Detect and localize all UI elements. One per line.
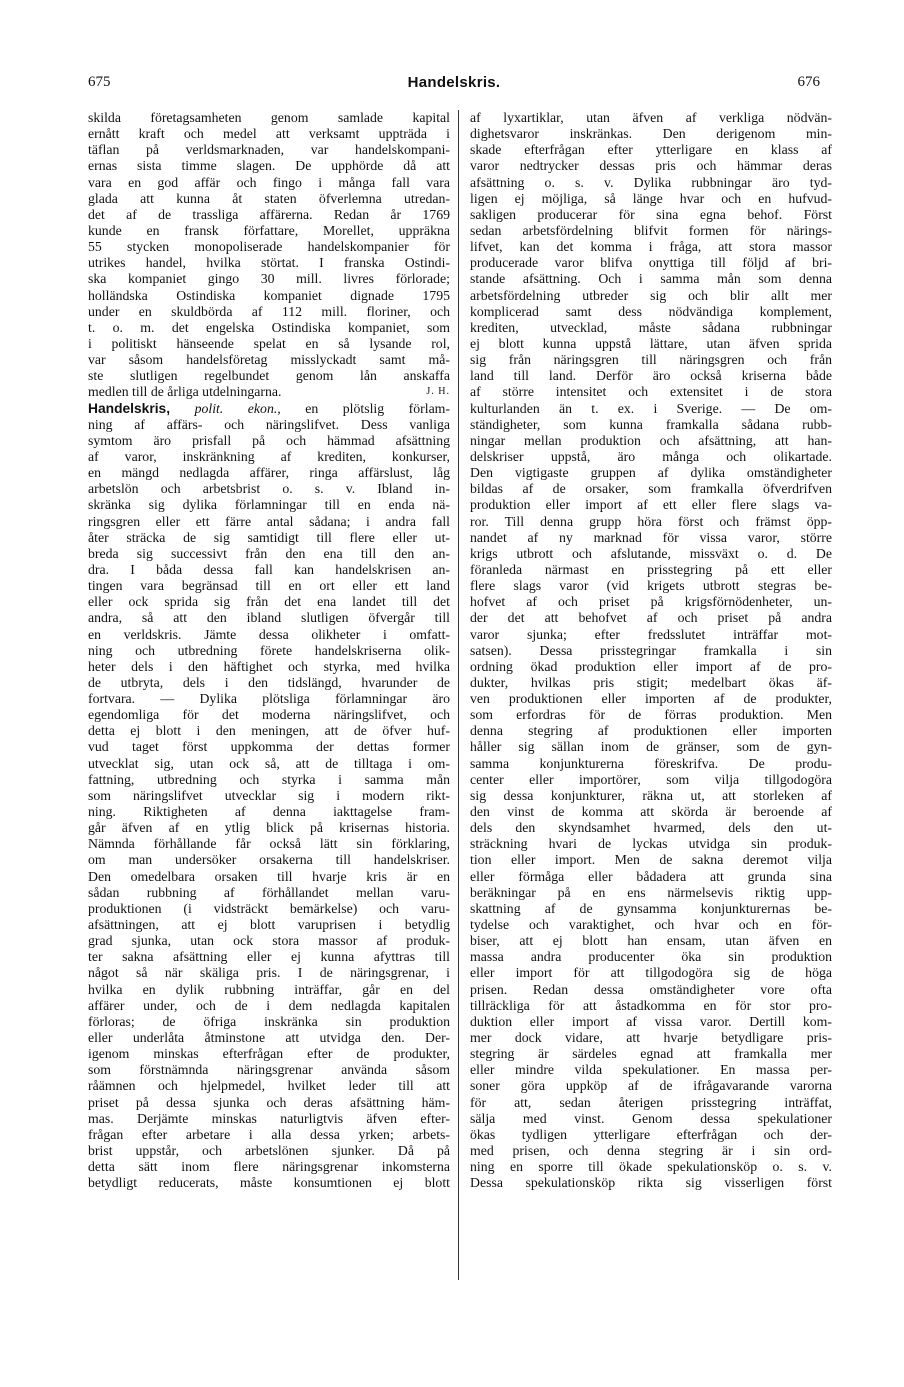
text-line: center eller importörer, som vilja tillgodogöra	[470, 771, 832, 787]
text-line: tingen vara begränsad till en ort eller ett land	[88, 578, 450, 594]
text-line: ning och utbredning förete handelskriserna olik-	[88, 642, 450, 658]
text-line: ligen ej möjliga, så länge hvar och en hufvud-	[470, 190, 832, 206]
text-line: igenom minskas efterfrågan efter de produkter,	[88, 1046, 450, 1062]
text-line: dukter, hvilkas pris stigit; medelbart ökas äf-	[470, 674, 832, 690]
text-line: frågan efter arbetare i alla dessa yrken; arbets-	[88, 1126, 450, 1142]
text-line: Den omedelbara orsaken till hvarje kris är en	[88, 868, 450, 884]
text-line: som förstnämnda näringsgrenar använda såsom	[88, 1062, 450, 1078]
column-divider	[458, 110, 459, 1280]
text-line: bildas af de orsaker, som framkalla öfverdrifven	[470, 481, 832, 497]
text-line: arbetsfördelning utbreder sig och blir allt mer	[470, 287, 832, 303]
text-line: något så när skäliga pris. I de näringsgrenar, i	[88, 965, 450, 981]
text-line: förloras; de öfriga inskränka sin produktion	[88, 1013, 450, 1029]
text-line: ter sakna afsättning eller ej kunna afyttras till	[88, 949, 450, 965]
text-line: ordning ökad produktion eller import af de pro-	[470, 658, 832, 674]
text-line: prisen. Redan dessa omständigheter vore ofta	[470, 981, 832, 997]
text-line: hvilka en dylik rubbning inträffar, går en del	[88, 981, 450, 997]
text-line: af större intensitet och extensitet i de stora	[470, 384, 832, 400]
text-line: utrikes handel, hvilka störtat. I franska Ostindi-	[88, 255, 450, 271]
text-line: Dessa spekulationsköp rikta sig visserligen först	[470, 1175, 832, 1191]
text-line: kulturlanden än t. ex. i Sverige. — De om-	[470, 400, 832, 416]
text-line: ror. Till denna grupp höra först och främst öpp-	[470, 513, 832, 529]
text-line: flere slags varor (vid krigets utbrott stegras be-	[470, 578, 832, 594]
text-line: vud taget först uppkomma der dettas former	[88, 739, 450, 755]
text-line: producerade varor blifva onyttiga till följd af bri-	[470, 255, 832, 271]
text-line: ernas sista timme slagen. De upphörde då att	[88, 158, 450, 174]
text-line: den vinst de komma att skörda är beroende af	[470, 804, 832, 820]
text-line: stande afsättning. Och i samma mån som denna	[470, 271, 832, 287]
text-line: t. o. m. det engelska Ostindiska kompaniet, som	[88, 319, 450, 335]
text-line: krigs utbrott och afslutande, missväxt o. d. De	[470, 545, 832, 561]
text-line: priset på dessa sjunka och deras afsättning häm-	[88, 1094, 450, 1110]
text-line: 55 stycken monopoliserade handelskompanier för	[88, 239, 450, 255]
text-line: stegring är särdeles egnad att framkalla mer	[470, 1046, 832, 1062]
text-line: land till land. Derför äro också kriserna både	[470, 368, 832, 384]
text-line: detta sätt inom flere näringsgrenar inkomsterna	[88, 1159, 450, 1175]
text-line: Den vigtigaste gruppen af dylika omständigheter	[470, 465, 832, 481]
signature-line	[88, 384, 450, 400]
text-line: ska kompaniet gingo 30 mill. livres förlorade;	[88, 271, 450, 287]
text-line: sig dessa konjunkturer, räkna ut, att storleken af	[470, 787, 832, 803]
left-column-part-1	[88, 110, 450, 384]
text-line: symtom äro prisfall på och hämmad afsättning	[88, 432, 450, 448]
text-line: ej blott kunna uppstå lättare, utan äfven sprida	[470, 335, 832, 351]
page-header	[88, 74, 820, 98]
text-line: glada att kunna åt staten öfverlemna utredan-	[88, 190, 450, 206]
text-line: håller sig sällan inom de gränser, som de gyn-	[470, 739, 832, 755]
text-line: för att, sedan återigen prisstegring inträffat,	[470, 1094, 832, 1110]
text-line: der det att behofvet af och priset på andra	[470, 610, 832, 626]
text-line: krediten, utvecklad, måste sådana rubbningar	[470, 319, 832, 335]
text-line: biser, att ej blott han ensam, utan äfven en	[470, 933, 832, 949]
text-line: breda sig successivt från den ena till den an-	[88, 545, 450, 561]
entry-category: polit. ekon.,	[194, 400, 281, 416]
text-line: eller förmåga eller bådadera att grunda sina	[470, 868, 832, 884]
left-column	[88, 110, 450, 1260]
text-line: ven produktionen eller importen af de produkter,	[470, 691, 832, 707]
text-line: sträckning hvari de lyckas utvidga sin produk-	[470, 836, 832, 852]
text-line: Nämnda förhållande får också lätt sin förklaring,	[88, 836, 450, 852]
running-title: Handelskris.	[407, 74, 501, 91]
text-line: sig från näringsgren till näringsgren och från	[470, 352, 832, 368]
text-line: mas. Derjämte minskas naturligtvis äfven efter-	[88, 1110, 450, 1126]
text-line: produktionen (i vidsträckt bemärkelse) och varu-	[88, 900, 450, 916]
text-line: kunde en fransk författare, Morellet, uppräkna	[88, 222, 450, 238]
text-line: var såsom handelsföretag misslyckadt samt må-	[88, 352, 450, 368]
text-line: skattning af de gynsamma konjunkturernas be-	[470, 900, 832, 916]
text-line: af lyxartiklar, utan äfven af verkliga nödvän-	[470, 110, 832, 125]
text-line: soner göra uppköp af de ifrågavarande varorna	[470, 1078, 832, 1094]
text-line: skilda företagsamheten genom samlade kapital	[88, 110, 450, 125]
text-line: delskriser uppstå, äro många och olikartade.	[470, 448, 832, 464]
text-line: utvecklat sig, utan ock så, att de tilltaga i om-	[88, 755, 450, 771]
text-line: andra, så att den ibland slutligen öfvergår till	[88, 610, 450, 626]
page-number-right: 676	[797, 74, 820, 90]
text-line: produktion eller import af ett eller flere slags va-	[470, 497, 832, 513]
text-line: fortvara. — Dylika plötsliga förlamningar äro	[88, 691, 450, 707]
text-line: varor nedtrycker dessas pris och hämmar deras	[470, 158, 832, 174]
text-line: satsen). Dessa prisstegringar framkalla i sin	[470, 642, 832, 658]
text-line: ste slutligen regelbundet genom lån anskaffa	[88, 368, 450, 384]
text-line: samma konjunkturerna föreskrifva. De produ-	[470, 755, 832, 771]
text-line: åter sträcka de sig samtidigt till flere eller ut-	[88, 529, 450, 545]
text-line: sakligen producerar för sina egna behof. Först	[470, 206, 832, 222]
text-line: hofvet af och priset på krigsförnödenheter, un-	[470, 594, 832, 610]
text-line: detta ej blott i den meningen, att de öfver huf-	[88, 723, 450, 739]
text-line: ständigheter, som kunna framkalla sådana rubb-	[470, 416, 832, 432]
text-line: affärer under, och de i dem nedlagda kapitalen	[88, 997, 450, 1013]
text-line: egendomliga för det moderna näringslifvet, och	[88, 707, 450, 723]
text-line: grad sjunka, utan ock stora massor af produk-	[88, 933, 450, 949]
text-line: en mängd nedlagda affärer, ringa affärslust, låg	[88, 465, 450, 481]
text-line: i politiskt hänseende spelat en så lysande rol,	[88, 335, 450, 351]
text-line: ning. Riktigheten af denna iakttagelse fram-	[88, 804, 450, 820]
text-line: afsättning o. s. v. Dylika rubbningar äro tyd-	[470, 174, 832, 190]
text-line: ernått kraft och medel att verksamt uppträda i	[88, 126, 450, 142]
text-line: med prisen, och denna stegring är i sin ord-	[470, 1143, 832, 1158]
text-line: eller underlåta åtminstone att utvidga den. Der-	[88, 1030, 450, 1046]
entry-first-line-rest: en plötslig förlam-	[305, 400, 450, 416]
text-line: fattning, utbredning och styrka i samma mån	[88, 771, 450, 787]
text-line: af varor, inskränkning af krediten, konkurser,	[88, 448, 450, 464]
text-line: som näringslifvet utvecklar sig i modern rikt-	[88, 787, 450, 803]
text-line: holländska Ostindiska kompaniet dignade 1795	[88, 287, 450, 303]
text-line: skränka sig dylika förlamningar till en enda nä-	[88, 497, 450, 513]
text-line: om man undersöker orsakerna till handelskriser.	[88, 852, 450, 868]
text-line: en verldskris. Jämte dessa olikheter i omfatt-	[88, 626, 450, 642]
text-line: ningar mellan produktion och afsättning, att han-	[470, 432, 832, 448]
text-line: går äfven af en ytlig blick på krisernas historia.	[88, 820, 450, 836]
text-line: massa andra producenter öka sin produktion	[470, 949, 832, 965]
text-line: eller ock sprida sig från det ena landet till det	[88, 594, 450, 610]
right-column	[470, 110, 832, 1260]
text-line: afsättningen, att ej blott varuprisen i betydlig	[88, 917, 450, 933]
text-line: eller mindre vilda spekulationer. En massa per-	[470, 1062, 832, 1078]
text-line: sedan arbetsfördelning blifvit formen för närings-	[470, 222, 832, 238]
text-line: det af de trassliga affärerna. Redan år 1769	[88, 206, 450, 222]
text-line: brist uppstår, och arbetslönen sjunker. Då på	[88, 1143, 450, 1158]
text-line: dighetsvaror inskränkas. Den derigenom min-	[470, 126, 832, 142]
text-line: täflan på verldsmarknaden, var handelskompani-	[88, 142, 450, 158]
text-line: lifvet, kan det komma i fråga, att stora massor	[470, 239, 832, 255]
text-line: de utbryta, dels i den tidslängd, hvarunder de	[88, 674, 450, 690]
text-line: mer dock vidare, att hvarje betydligare pris-	[470, 1030, 832, 1046]
text-line: heter dels i den häftighet och styrka, med hvilka	[88, 658, 450, 674]
text-line: ning af affärs- och näringslifvet. Dess vanliga	[88, 416, 450, 432]
text-line: tion eller import. Men de sakna deremot vilja	[470, 852, 832, 868]
text-line: tillräckliga för att åstadkomma en för stor pro-	[470, 997, 832, 1013]
text-line: under en skuldbörda af 112 mill. floriner, och	[88, 303, 450, 319]
text-line: dels den skyndsamhet hvarmed, dels den ut-	[470, 820, 832, 836]
text-line: medlen till de årliga utdelningarna.	[88, 384, 282, 400]
text-line: ning en sporre till ökade spekulationsköp o. s. v.	[470, 1159, 832, 1175]
left-column-part-2	[88, 417, 450, 1192]
text-line: råämnen och hjelpmedel, hvilket leder till att	[88, 1078, 450, 1094]
text-line: duktion eller import af vissa varor. Dertill kom-	[470, 1013, 832, 1029]
text-line: föranleda närmast en prisstegring på ett eller	[470, 561, 832, 577]
text-line: dra. I båda dessa fall kan handelskrisen an-	[88, 561, 450, 577]
text-line: som erfordras för de förras produktion. Men	[470, 707, 832, 723]
text-line: sälja med vinst. Genom dessa spekulationer	[470, 1110, 832, 1126]
text-line: skade efterfrågan efter ytterligare en klass af	[470, 142, 832, 158]
text-line: nandet af ny marknad för vissa varor, större	[470, 529, 832, 545]
text-line: komplicerad samt dess nödvändiga komplement,	[470, 303, 832, 319]
text-line: betydligt reducerats, måste konsumtionen ej blott	[88, 1175, 450, 1191]
entry-first-line	[88, 401, 450, 417]
text-line: eller import för att tillgodogöra sig de höga	[470, 965, 832, 981]
text-line: beräkningar på en ens närmelsevis riktig upp-	[470, 884, 832, 900]
text-line: vara en god affär och fingo i många fall vara	[88, 174, 450, 190]
text-line: varor sjunka; efter fredsslutet inträffar mot-	[470, 626, 832, 642]
text-line: ökas tydligen ytterligare efterfrågan och der-	[470, 1126, 832, 1142]
text-line: ringsgren eller ett färre antal sådana; i andra fall	[88, 513, 450, 529]
author-signature: J. H.	[426, 386, 450, 398]
entry-headword: Handelskris,	[88, 400, 171, 416]
text-line: denna stegring af produktionen eller importen	[470, 723, 832, 739]
text-line: tydelse och varaktighet, och hvar och en för-	[470, 917, 832, 933]
text-line: sådan rubbning af förhållandet mellan varu-	[88, 884, 450, 900]
text-line: arbetslön och arbetsbrist o. s. v. Ibland in-	[88, 481, 450, 497]
page-number-left: 675	[88, 74, 111, 90]
